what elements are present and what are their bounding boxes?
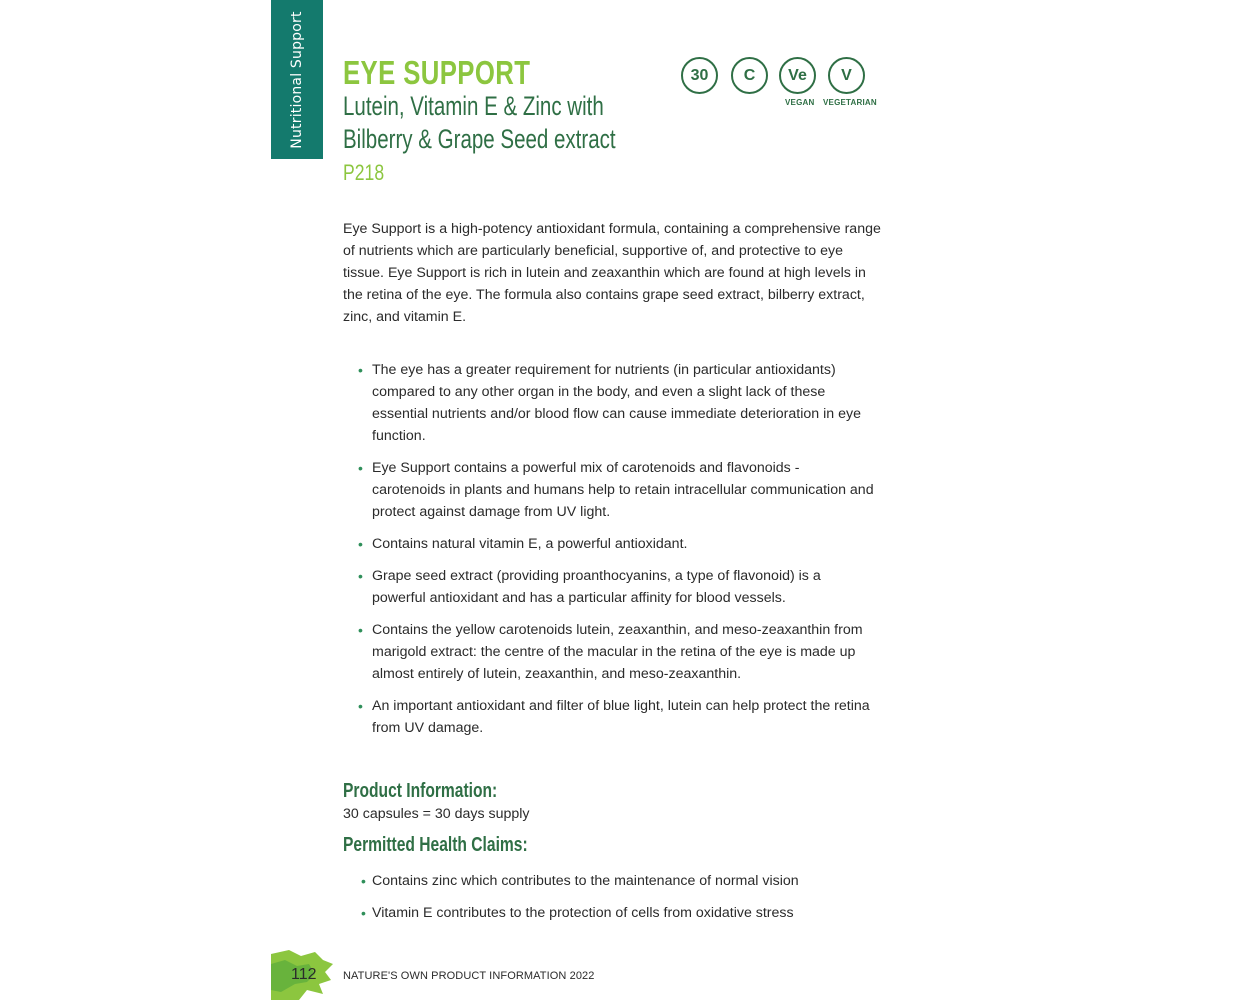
health-claims-list: [359, 870, 879, 934]
bullet-icon: •: [361, 905, 366, 921]
vegetarian-icon: V: [828, 57, 865, 94]
list-item: • Contains the yellow carotenoids lutein, zeaxanthin, and meso-zeaxanthin from marigold extract: the centre of the macular in the retina of the eye is made up almost entirely of lutein, zeaxanthin, and meso-zeaxanthin.: [356, 619, 876, 685]
bullet-icon: •: [358, 568, 363, 584]
list-item: • Contains natural vitamin E, a powerful antioxidant.: [356, 533, 876, 555]
intro-paragraph: Eye Support is a high-potency antioxidant formula, containing a comprehensive range of nutrients which are particularly beneficial, supportive of, and protective to eye tissue. Eye Support is rich in lutein and zeaxanthin which are found at high levels in the retina of the eye. The formula also contains grape seed extract, bilberry extract, zinc, and vitamin E.: [343, 221, 881, 325]
product-title: EYE SUPPORT: [343, 54, 531, 91]
list-item: • The eye has a greater requirement for nutrients (in particular antioxidants) compared to any other organ in the body, and even a slight lack of these essential nutrients and/or blood flow can cause immediate deterioration in eye function.: [356, 359, 876, 447]
vegetarian-caption: VEGETARIAN: [823, 98, 877, 107]
health-claims-heading: Permitted Health Claims:: [343, 834, 528, 856]
section-side-tab: [271, 0, 323, 159]
product-info-heading: Product Information:: [343, 780, 498, 802]
bullet-icon: •: [358, 536, 363, 552]
list-item: • Eye Support contains a powerful mix of carotenoids and flavonoids - carotenoids in plants and humans help to retain intracellular communication and protect against damage from UV light.: [356, 457, 876, 523]
vegan-caption: VEGAN: [785, 98, 815, 107]
list-item: • Grape seed extract (providing proanthocyanins, a type of flavonoid) is a powerful antioxidant and has a particular affinity for blood vessels.: [356, 565, 876, 609]
footer-text: NATURE'S OWN PRODUCT INFORMATION 2022: [343, 970, 595, 982]
bullet-icon: •: [358, 622, 363, 638]
product-badges: [681, 57, 881, 117]
bullet-icon: •: [358, 460, 363, 476]
list-item: • Vitamin E contributes to the protection of cells from oxidative stress: [359, 902, 879, 924]
product-supply: 30 capsules = 30 days supply: [343, 806, 530, 822]
list-item: • An important antioxidant and filter of blue light, lutein can help protect the retina from UV damage.: [356, 695, 876, 739]
thirty-capsules-icon: 30: [681, 57, 718, 94]
bullet-icon: •: [361, 873, 366, 889]
product-subtitle-line-2: Bilberry & Grape Seed extract: [343, 124, 616, 154]
page-number: 112: [291, 966, 317, 983]
vitamin-c-icon: C: [731, 57, 768, 94]
product-code: P218: [343, 160, 385, 185]
vegan-icon: Ve: [779, 57, 816, 94]
benefit-list: [356, 359, 876, 749]
product-subtitle-line-1: Lutein, Vitamin E & Zinc with: [343, 91, 604, 121]
bullet-icon: •: [358, 698, 363, 714]
bullet-icon: •: [358, 362, 363, 378]
list-item: • Contains zinc which contributes to the maintenance of normal vision: [359, 870, 879, 892]
product-subtitle: [343, 90, 616, 156]
section-side-tab-label: Nutritional Support: [289, 10, 305, 149]
